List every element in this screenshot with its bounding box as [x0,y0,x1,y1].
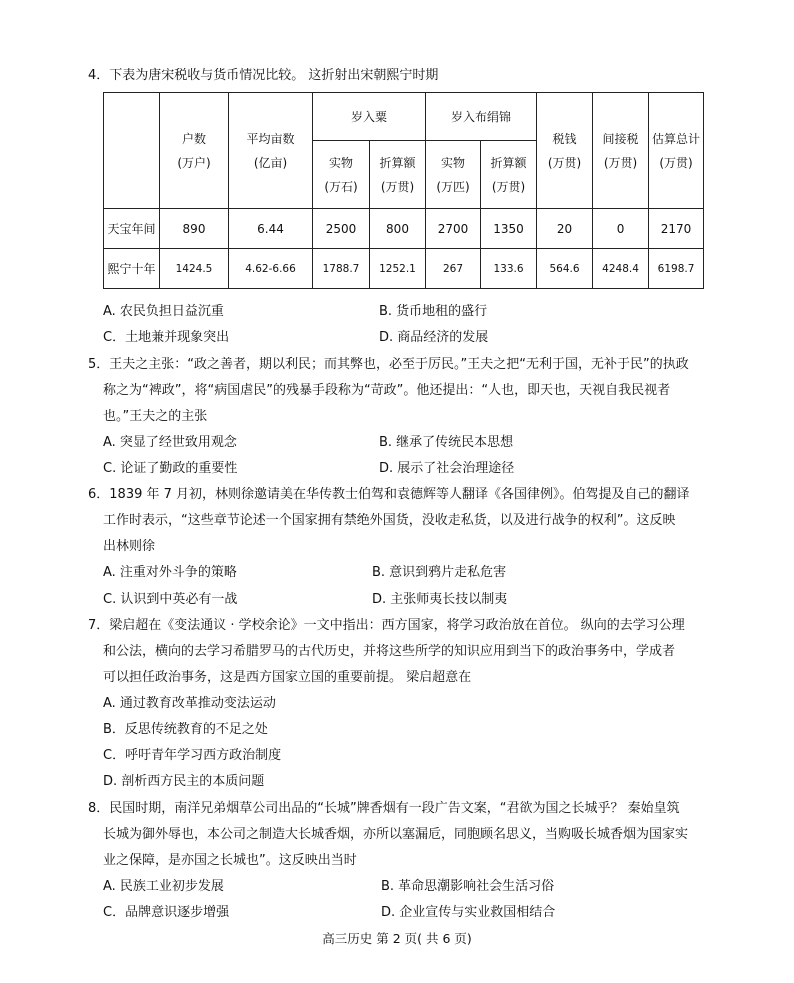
table-cell: 890 [160,209,229,249]
table-cell: 2500 [313,209,370,249]
q8-option-b: B. 革命思潮影响社会生活习俗 [381,879,555,894]
header-households: 户数 (万户) [160,93,229,209]
q6-option-d: D. 主张师夷长技以制夷 [372,592,508,607]
q7-stem-line-3: 可以担任政治事务，这是西方国家立国的重要前提。 梁启超意在 [103,670,472,685]
header-cloth-conv: 折算额 (万贯) [481,141,537,209]
q8-option-c: C．品牌意识逐步增强 [103,905,230,920]
q8-stem-line-2: 长城为御外辱也，本公司之制造大长城香烟，亦所以塞漏卮，同胞顾名思义，当购吸长城香烟为国家实 [103,827,689,842]
q4-option-a: A. 农民负担日益沉重 [103,304,224,319]
table-cell: 4248.4 [593,249,649,289]
q7-option-c: C．呼吁青年学习西方政治制度 [103,748,282,763]
q8-option-a: A. 民族工业初步发展 [103,879,224,894]
q5-stem-line-2: 称之为“裨政”，将“病国虐民”的残暴手段称为“苛政”。他还提出：“人也，即天也，天视自我民视者 [103,383,671,398]
table-cell: 267 [426,249,481,289]
header-grain-real: 实物 (万石) [313,141,370,209]
table-cell: 1252.1 [370,249,426,289]
table-cell: 1424.5 [160,249,229,289]
q6-option-a: A. 注重对外斗争的策略 [103,565,237,580]
table-cell: 0 [593,209,649,249]
table-cell: 564.6 [537,249,593,289]
header-cloth: 岁入布绢锦 [426,93,537,141]
q7-option-b: B．反思传统教育的不足之处 [103,722,268,737]
table-cell: 20 [537,209,593,249]
q6-option-c: C. 认识到中英必有一战 [103,592,238,607]
q4-option-b: B. 货币地租的盛行 [379,304,488,319]
header-empty-cell [104,93,160,209]
q5-stem-line-3: 也。”王夫之的主张 [103,409,208,424]
q5-stem-line-1: 5．王夫之主张：“政之善者，期以利民；而其弊也，必至于厉民。”王夫之把“无利于国，无补于民”的执政 [88,357,689,372]
q8-option-d: D. 企业宣传与实业救国相结合 [381,905,556,920]
q7-stem-line-2: 和公法，横向的去学习希腊罗马的古代历史，并将这些所学的知识应用到当下的政治事务中，学成者 [103,644,676,659]
q5-option-c: C. 论证了勤政的重要性 [103,461,238,476]
header-cloth-real: 实物 (万匹) [426,141,481,209]
q4-option-c: C．土地兼并现象突出 [103,330,230,345]
tax-currency-table [103,92,704,289]
header-grain: 岁入粟 [313,93,426,141]
q6-stem-line-1: 6．1839 年 7 月初，林则徐邀请美在华传教士伯驾和袁德辉等人翻译《各国律例》。伯驾提及自己的翻译 [88,487,690,502]
q7-stem-line-1: 7．梁启超在《变法通议 · 学校余论》一文中指出：西方国家，将学习政治放在首位。 纵向的去学习公理 [88,618,685,633]
q7-option-a: A. 通过教育改革推动变法运动 [103,696,276,711]
q8-stem-line-1: 8．民国时期，南洋兄弟烟草公司出品的“长城”牌香烟有一段广告文案，“君欲为国之长城乎？ 秦始皇筑 [88,801,680,816]
q6-option-b: B. 意识到鸦片走私危害 [372,565,507,580]
table-cell: 4.62-6.66 [229,249,313,289]
table-row [104,209,704,249]
row-label: 天宝年间 [104,209,160,249]
q6-stem-line-2: 工作时表示，“这些章节论述一个国家拥有禁绝外国货，没收走私货，以及进行战争的权利”。这反映 [103,513,676,528]
q4-option-d: D. 商品经济的发展 [379,330,489,345]
table-cell: 6.44 [229,209,313,249]
table-cell: 800 [370,209,426,249]
page-footer: 高三历史 第 2 页( 共 6 页) [322,931,472,946]
table-cell: 133.6 [481,249,537,289]
row-label: 熙宁十年 [104,249,160,289]
q8-stem-line-3: 业之保障，是亦国之长城也”。这反映出当时 [103,853,357,868]
q6-stem-line-3: 出林则徐 [103,539,156,554]
header-tax-money: 税钱 (万贯) [537,93,593,209]
header-total: 估算总计 (万贯) [649,93,704,209]
header-grain-conv: 折算额 (万贯) [370,141,426,209]
header-indirect-tax: 间接税 (万贯) [593,93,649,209]
table-cell: 2170 [649,209,704,249]
table-cell: 2700 [426,209,481,249]
q4-stem: 4．下表为唐宋税收与货币情况比较。 这折射出宋朝熙宁时期 [88,68,439,83]
q5-option-b: B. 继承了传统民本思想 [379,435,514,450]
table-cell: 1788.7 [313,249,370,289]
q5-option-a: A. 突显了经世致用观念 [103,435,237,450]
header-avg-land: 平均亩数 (亿亩) [229,93,313,209]
table-cell: 6198.7 [649,249,704,289]
q7-option-d: D. 剖析西方民主的本质问题 [103,774,265,789]
table-cell: 1350 [481,209,537,249]
table-row [104,249,704,289]
q5-option-d: D. 展示了社会治理途径 [379,461,515,476]
